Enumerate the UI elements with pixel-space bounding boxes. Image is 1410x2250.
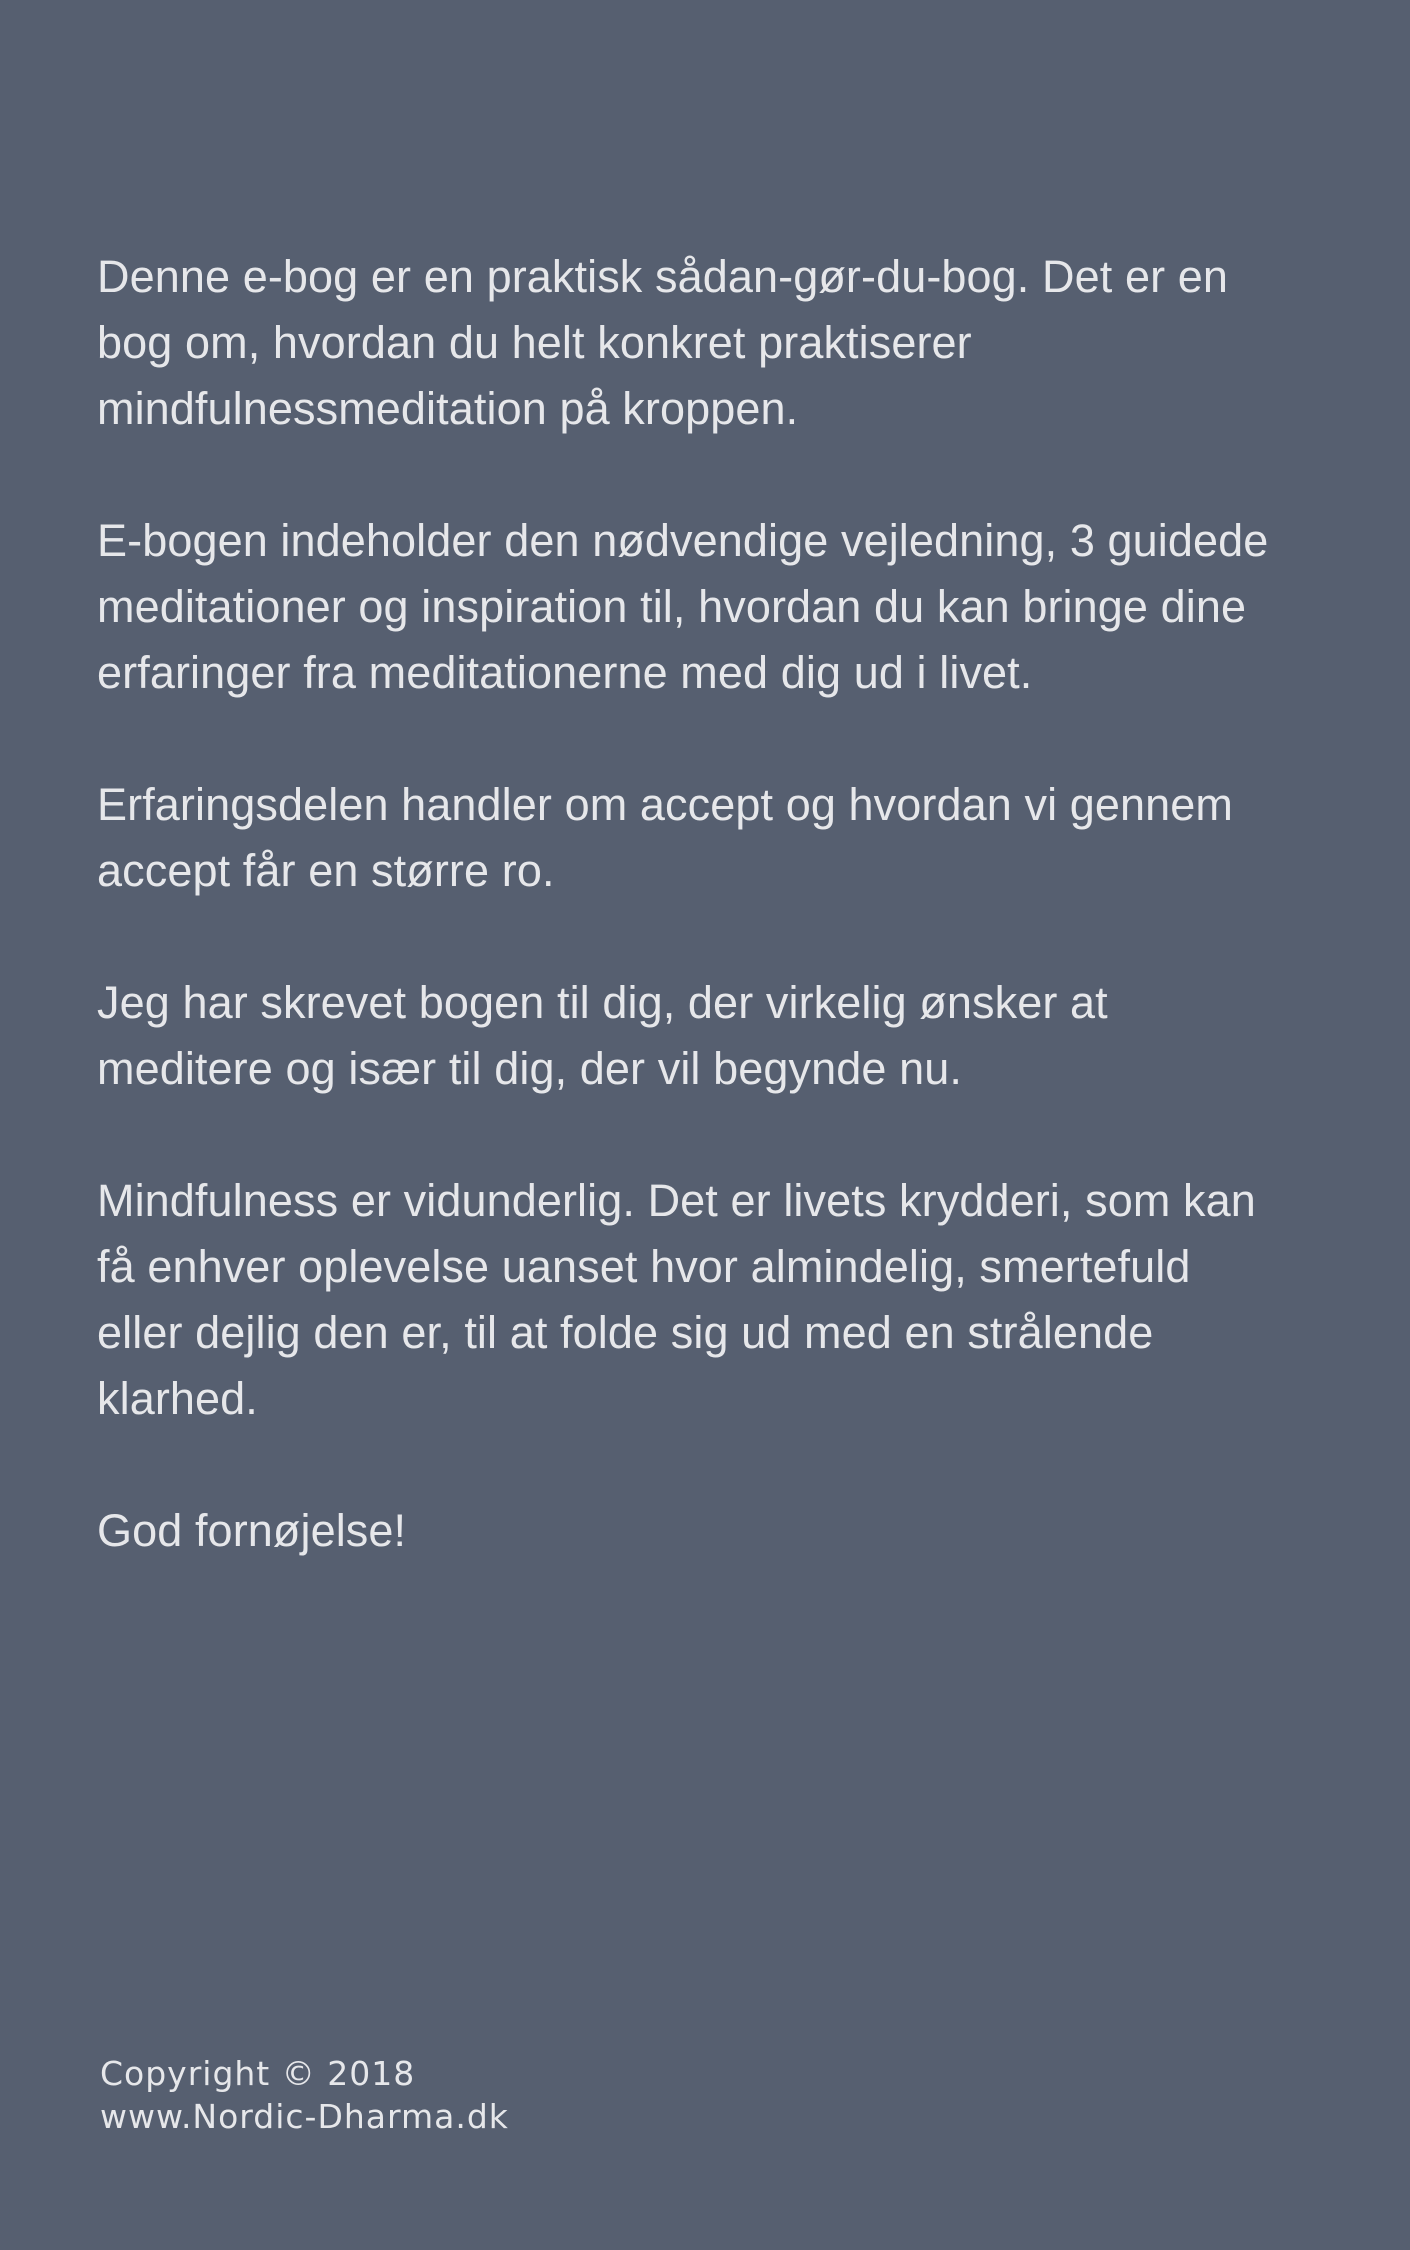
footer	[100, 2052, 509, 2138]
paragraph-experience: Erfaringsdelen handler om accept og hvordan vi gennem accept får en større ro.	[97, 779, 1233, 896]
description-text	[97, 244, 1277, 1630]
paragraph-intro: Denne e-bog er en praktisk sådan-gør-du-bog. Det er en bog om, hvordan du helt konkret praktiserer mindfulnessmeditation på kroppen.	[97, 251, 1229, 434]
paragraph-audience: Jeg har skrevet bogen til dig, der virkelig ønsker at meditere og især til dig, der vil begynde nu.	[97, 977, 1108, 1094]
paragraph-contents: E-bogen indeholder den nødvendige vejledning, 3 guidede meditationer og inspiration til, hvordan du kan bringe dine erfaringer fra meditationerne med dig ud i livet.	[97, 515, 1269, 698]
copyright-text: Copyright © 2018	[100, 2054, 416, 2093]
website-text: www.Nordic-Dharma.dk	[100, 2097, 509, 2136]
paragraph-closing: God fornøjelse!	[97, 1505, 407, 1556]
paragraph-mindfulness: Mindfulness er vidunderlig. Det er livets krydderi, som kan få enhver oplevelse uanset hvor almindelig, smertefuld eller dejlig den er, til at folde sig ud med en strålende klarhed.	[97, 1175, 1256, 1424]
